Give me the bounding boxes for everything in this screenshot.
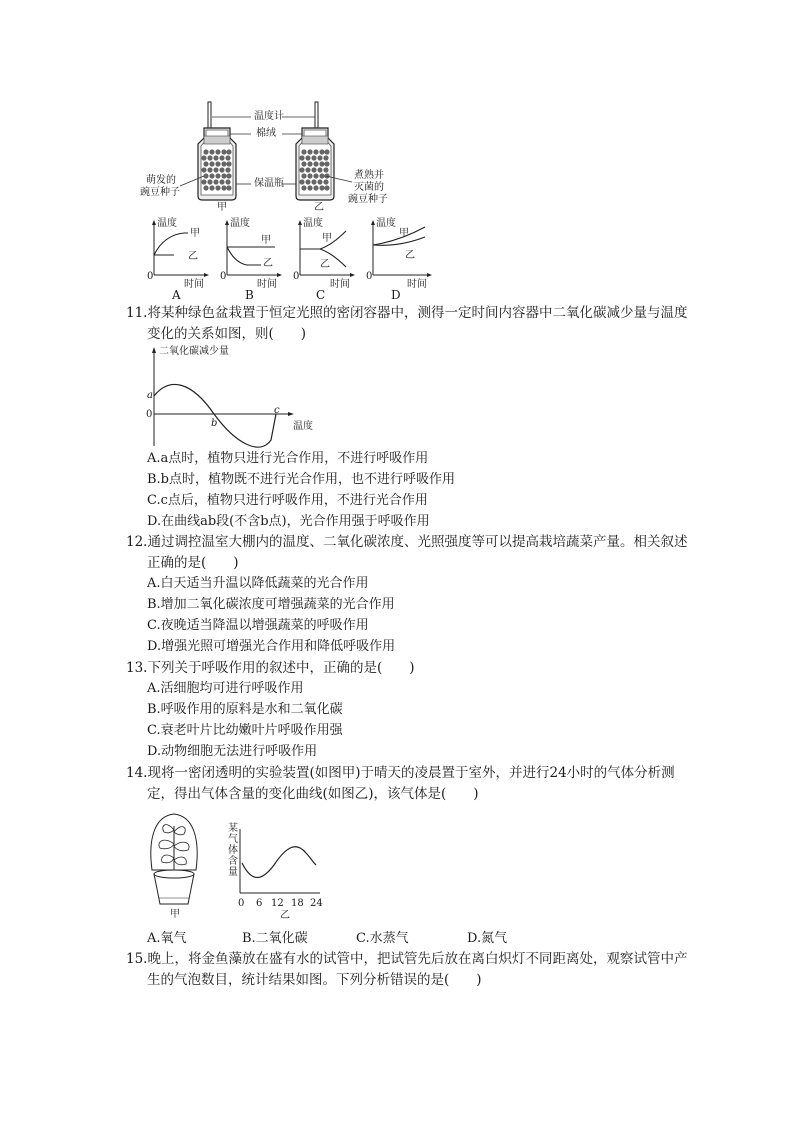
q13-option-d[interactable]: D.动物细胞无法进行呼吸作用 (147, 744, 318, 759)
q12-option-b[interactable]: B.增加二氧化碳浓度可增强蔬菜的光合作用 (147, 597, 395, 612)
graph-d-xlabel: 时间 (407, 279, 427, 290)
q11-co2-temperature-graph (140, 344, 320, 452)
graph-b-xlabel: 时间 (257, 279, 277, 290)
q14-ylabel-1: 某 (228, 823, 238, 834)
graph-b-s2: 乙 (263, 258, 273, 269)
q14-stem-line-1: 14.现将一密闭透明的实验装置(如图甲)于晴天的凌晨置于室外，并进行24小时的气体分析测 (126, 765, 675, 781)
graph-d-s1: 甲 (399, 228, 409, 239)
q11-stem-line-1: 11.将某种绿色盆栽置于恒定光照的密闭容器中，测得一定时间内容器中二氧化碳减少量与温度 (126, 305, 688, 321)
q11-option-a[interactable]: A.a点时，植物只进行光合作用，不进行呼吸作用 (147, 451, 429, 466)
q14-option-b[interactable]: B.二氧化碳 (242, 931, 308, 946)
q14-fig-right-label: 乙 (280, 910, 290, 921)
graph-a-s2: 乙 (188, 251, 198, 262)
q14-tick-0: 0 (238, 898, 245, 909)
graph-a-letter: A (172, 288, 181, 302)
right-seed-label-1: 煮熟并 (354, 170, 384, 181)
graph-a-plot (144, 215, 214, 285)
graph-d-origin: 0 (366, 271, 373, 282)
q12-option-c[interactable]: C.夜晚适当降温以增强蔬菜的呼吸作用 (147, 618, 369, 633)
graph-d-plot (363, 215, 443, 285)
q11-option-d[interactable]: D.在曲线ab段(不含b点)，光合作用强于呼吸作用 (147, 514, 430, 529)
q11-point-b: b (211, 418, 218, 429)
q13-option-c[interactable]: C.衰老叶片比幼嫩叶片呼吸作用强 (147, 723, 343, 738)
q13-option-b[interactable]: B.呼吸作用的原料是水和二氧化碳 (147, 702, 343, 717)
q14-gas-content-graph (236, 825, 326, 897)
graph-a-s1: 甲 (190, 228, 200, 239)
graph-d-letter: D (391, 288, 401, 302)
q15-stem-line-1: 15.晚上，将金鱼藻放在盛有水的试管中，把试管先后放在离白炽灯不同距离处，观察试管中产 (126, 951, 688, 967)
graph-b-plot (217, 215, 287, 285)
q14-tick-12: 12 (271, 898, 284, 909)
right-flask-name: 乙 (314, 202, 324, 213)
q15-stem-line-2: 生的气泡数目，统计结果如图。下列分析错误的是( ) (147, 972, 482, 988)
q14-option-c[interactable]: C.水蒸气 (356, 931, 409, 946)
cotton-label: 棉绒 (256, 128, 276, 139)
flask-label: 保温瓶 (254, 178, 284, 189)
q14-sealed-plant-figure (144, 810, 204, 910)
q14-tick-18: 18 (291, 898, 304, 909)
left-seed-label-2: 豌豆种子 (140, 187, 180, 198)
graph-b-s1: 甲 (261, 235, 271, 246)
q14-option-a[interactable]: A.氧气 (147, 931, 187, 946)
option-graph-d (363, 215, 443, 305)
q11-stem-line-2: 变化的关系如图，则( ) (147, 326, 307, 342)
q14-stem-line-2: 定，得出气体含量的变化曲线(如图乙)，该气体是( ) (147, 786, 479, 802)
q14-fig-left-label: 甲 (170, 909, 180, 920)
graph-b-letter: B (245, 288, 254, 302)
q12-stem-line-2: 正确的是( ) (147, 555, 239, 571)
q12-stem-line-1: 12.通过调控温室大棚内的温度、二氧化碳浓度、光照强度等可以提高栽培蔬菜产量。相关叙述 (126, 534, 688, 550)
q11-ylabel: 二氧化碳减少量 (159, 346, 229, 357)
option-graph-b (217, 215, 287, 305)
q12-option-a[interactable]: A.白天适当升温以降低蔬菜的光合作用 (147, 576, 369, 591)
graph-c-plot (290, 215, 360, 285)
graph-b-ylabel: 温度 (230, 218, 250, 229)
graph-c-origin: 0 (293, 271, 300, 282)
graph-c-letter: C (316, 288, 326, 302)
right-seed-label-2: 灭菌的 (354, 182, 384, 193)
left-flask-name: 甲 (217, 202, 227, 213)
q11-origin: 0 (146, 409, 153, 420)
q13-option-a[interactable]: A.活细胞均可进行呼吸作用 (147, 681, 304, 696)
q11-option-c[interactable]: C.c点后，植物只进行呼吸作用，不进行光合作用 (147, 493, 428, 508)
q11-option-b[interactable]: B.b点时，植物既不进行光合作用，也不进行呼吸作用 (147, 472, 456, 487)
thermometer-label: 温度计 (254, 111, 284, 122)
graph-a-xlabel: 时间 (184, 279, 204, 290)
option-graphs-row (144, 215, 444, 305)
left-seed-label-1: 萌发的 (146, 175, 176, 186)
q14-ylabel-2: 气 (228, 834, 238, 845)
graph-c-s1: 甲 (322, 233, 332, 244)
q14-ylabel-4: 含 (228, 856, 238, 867)
graph-c-xlabel: 时间 (330, 279, 350, 290)
option-graph-a (144, 215, 214, 305)
q11-point-c: c (274, 405, 280, 416)
q14-tick-6: 6 (256, 898, 263, 909)
graph-d-s2: 乙 (405, 250, 415, 261)
q14-option-d[interactable]: D.氮气 (467, 931, 508, 946)
option-graph-c (290, 215, 360, 305)
graph-b-origin: 0 (220, 271, 227, 282)
graph-d-ylabel: 温度 (376, 218, 396, 229)
graph-a-origin: 0 (147, 271, 154, 282)
q11-point-a: a (147, 390, 153, 401)
q13-stem: 13.下列关于呼吸作用的叙述中，正确的是( ) (126, 660, 415, 676)
q14-ylabel-3: 体 (228, 845, 238, 856)
q14-tick-24: 24 (310, 898, 323, 909)
q14-ylabel-5: 量 (228, 867, 238, 878)
graph-a-ylabel: 温度 (157, 218, 177, 229)
graph-c-ylabel: 温度 (303, 218, 323, 229)
right-seed-label-3: 豌豆种子 (348, 194, 388, 205)
q12-option-d[interactable]: D.增强光照可增强光合作用和降低呼吸作用 (147, 639, 396, 654)
graph-c-s2: 乙 (320, 259, 330, 270)
q11-xlabel: 温度 (293, 421, 313, 432)
